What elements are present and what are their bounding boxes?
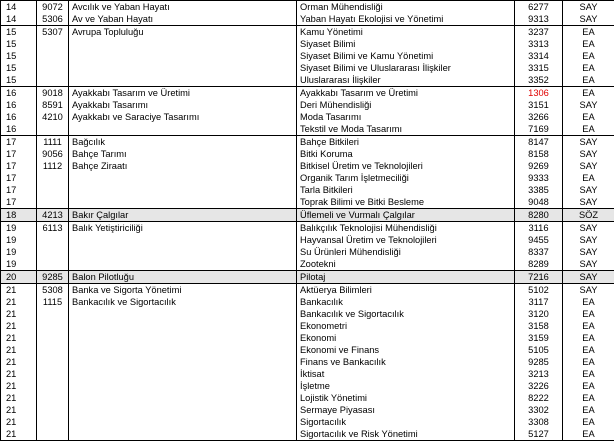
group-number-cell: 16 (1, 111, 37, 123)
occupation-name-cell: Avrupa Topluluğu (69, 26, 297, 39)
program-name-cell: Moda Tasarımı (297, 111, 515, 123)
occupation-code-cell (37, 246, 69, 258)
table-row (1, 246, 614, 258)
program-code-cell: 8147 (515, 136, 563, 149)
score-type-cell: EA (563, 428, 614, 441)
score-type-cell: SAY (563, 184, 614, 196)
program-name-cell: Balıkçılık Teknolojisi Mühendisliği (297, 222, 515, 235)
occupation-code-cell (37, 196, 69, 209)
group-number-cell: 16 (1, 87, 37, 100)
table-row (1, 344, 614, 356)
occupation-name-cell (69, 320, 297, 332)
score-type-cell: SAY (563, 196, 614, 209)
program-name-cell: Lojistik Yönetimi (297, 392, 515, 404)
occupation-name-cell (69, 184, 297, 196)
score-type-cell: EA (563, 404, 614, 416)
score-type-cell: EA (563, 50, 614, 62)
group-number-cell: 21 (1, 416, 37, 428)
occupation-code-cell (37, 428, 69, 441)
score-type-cell: SAY (563, 246, 614, 258)
table-row (1, 404, 614, 416)
program-name-cell: Ekonomi (297, 332, 515, 344)
table-row (1, 392, 614, 404)
program-code-cell: 8337 (515, 246, 563, 258)
program-name-cell: Siyaset Bilimi (297, 38, 515, 50)
program-name-cell: Kamu Yönetimi (297, 26, 515, 39)
score-type-cell: SAY (563, 1, 614, 14)
group-number-cell: 21 (1, 332, 37, 344)
occupation-name-cell (69, 392, 297, 404)
occupation-name-cell (69, 123, 297, 136)
group-number-cell: 14 (1, 13, 37, 26)
group-number-cell: 17 (1, 184, 37, 196)
table-row (1, 74, 614, 87)
table-row (1, 308, 614, 320)
occupation-code-cell (37, 38, 69, 50)
score-type-cell: SAY (563, 222, 614, 235)
occupation-name-cell (69, 308, 297, 320)
program-code-cell: 3352 (515, 74, 563, 87)
occupation-name-cell (69, 368, 297, 380)
program-name-cell: Yaban Hayatı Ekolojisi ve Yönetimi (297, 13, 515, 26)
program-code-cell: 8158 (515, 148, 563, 160)
program-name-cell: Siyaset Bilimi ve Kamu Yönetimi (297, 50, 515, 62)
table-row (1, 87, 614, 100)
group-number-cell: 17 (1, 148, 37, 160)
occupation-name-cell: Bahçe Tarımı (69, 148, 297, 160)
occupation-code-cell (37, 234, 69, 246)
group-number-cell: 15 (1, 50, 37, 62)
program-code-cell: 3120 (515, 308, 563, 320)
group-number-cell: 17 (1, 136, 37, 149)
group-number-cell: 15 (1, 38, 37, 50)
program-code-cell: 5127 (515, 428, 563, 441)
table-row (1, 234, 614, 246)
program-name-cell: Su Ürünleri Mühendisliği (297, 246, 515, 258)
table-row (1, 332, 614, 344)
table-row (1, 38, 614, 50)
table-row (1, 271, 614, 284)
program-code-cell: 3266 (515, 111, 563, 123)
program-name-cell: Ayakkabı Tasarım ve Üretimi (297, 87, 515, 100)
occupation-name-cell (69, 246, 297, 258)
group-number-cell: 21 (1, 296, 37, 308)
occupation-code-cell: 9072 (37, 1, 69, 14)
score-type-cell: EA (563, 416, 614, 428)
program-code-cell: 9285 (515, 356, 563, 368)
occupation-code-cell (37, 308, 69, 320)
group-number-cell: 21 (1, 404, 37, 416)
table-row (1, 123, 614, 136)
program-name-cell: Toprak Bilimi ve Bitki Besleme (297, 196, 515, 209)
occupation-name-cell: Av ve Yaban Hayatı (69, 13, 297, 26)
occupation-code-cell: 4210 (37, 111, 69, 123)
program-name-cell: İşletme (297, 380, 515, 392)
table-row (1, 172, 614, 184)
table-row (1, 196, 614, 209)
program-name-cell: Tekstil ve Moda Tasarımı (297, 123, 515, 136)
table-row (1, 148, 614, 160)
occupation-code-cell (37, 123, 69, 136)
program-name-cell: Organik Tarım İşletmeciliği (297, 172, 515, 184)
occupation-name-cell: Banka ve Sigorta Yönetimi (69, 284, 297, 297)
program-code-cell: 9048 (515, 196, 563, 209)
program-code-cell: 3308 (515, 416, 563, 428)
occupation-code-cell: 9285 (37, 271, 69, 284)
program-name-cell: Bankacılık ve Sigortacılık (297, 308, 515, 320)
score-type-cell: SAY (563, 13, 614, 26)
occupation-code-cell: 1115 (37, 296, 69, 308)
group-number-cell: 17 (1, 196, 37, 209)
group-number-cell: 17 (1, 172, 37, 184)
score-type-cell: EA (563, 392, 614, 404)
program-code-cell: 8289 (515, 258, 563, 271)
program-code-cell: 3313 (515, 38, 563, 50)
program-name-cell: Finans ve Bankacılık (297, 356, 515, 368)
occupation-code-cell: 5306 (37, 13, 69, 26)
score-type-cell: SAY (563, 148, 614, 160)
score-type-cell: EA (563, 38, 614, 50)
score-type-cell: SAY (563, 271, 614, 284)
occupation-name-cell (69, 416, 297, 428)
program-code-cell: 3151 (515, 99, 563, 111)
program-name-cell: Zootekni (297, 258, 515, 271)
occupation-code-cell (37, 380, 69, 392)
occupation-code-cell (37, 74, 69, 87)
occupation-name-cell (69, 428, 297, 441)
table-row (1, 428, 614, 441)
score-type-cell: SAY (563, 99, 614, 111)
group-number-cell: 19 (1, 234, 37, 246)
table-row (1, 320, 614, 332)
group-number-cell: 21 (1, 356, 37, 368)
group-number-cell: 19 (1, 258, 37, 271)
score-type-cell: EA (563, 368, 614, 380)
occupation-name-cell (69, 196, 297, 209)
program-name-cell: Bitkisel Üretim ve Teknolojileri (297, 160, 515, 172)
group-number-cell: 16 (1, 123, 37, 136)
occupation-code-cell (37, 392, 69, 404)
occupation-name-cell (69, 332, 297, 344)
table-row (1, 26, 614, 39)
table-row (1, 13, 614, 26)
table-row (1, 1, 614, 14)
program-code-cell: 9333 (515, 172, 563, 184)
score-type-cell: EA (563, 26, 614, 39)
table-row (1, 296, 614, 308)
occupation-code-cell (37, 416, 69, 428)
occupation-name-cell (69, 380, 297, 392)
score-type-cell: EA (563, 87, 614, 100)
score-type-cell: EA (563, 308, 614, 320)
program-code-cell: 3315 (515, 62, 563, 74)
program-code-cell: 5102 (515, 284, 563, 297)
occupation-code-cell: 9018 (37, 87, 69, 100)
occupation-name-cell (69, 62, 297, 74)
occupation-code-cell: 9056 (37, 148, 69, 160)
table-row (1, 99, 614, 111)
program-code-cell: 3385 (515, 184, 563, 196)
program-code-cell: 6277 (515, 1, 563, 14)
occupation-name-cell (69, 356, 297, 368)
occupation-code-cell (37, 368, 69, 380)
score-type-cell: EA (563, 62, 614, 74)
occupation-name-cell (69, 74, 297, 87)
occupation-code-cell (37, 356, 69, 368)
group-number-cell: 19 (1, 246, 37, 258)
program-code-cell: 3302 (515, 404, 563, 416)
program-name-cell: Sigortacılık ve Risk Yönetimi (297, 428, 515, 441)
occupation-code-cell (37, 320, 69, 332)
score-type-cell: EA (563, 123, 614, 136)
program-code-cell: 9455 (515, 234, 563, 246)
occupation-code-cell: 8591 (37, 99, 69, 111)
occupation-code-cell (37, 404, 69, 416)
occupation-name-cell: Bakır Çalgılar (69, 209, 297, 222)
program-name-cell: Sigortacılık (297, 416, 515, 428)
program-name-cell: Tarla Bitkileri (297, 184, 515, 196)
table-row (1, 368, 614, 380)
group-number-cell: 19 (1, 222, 37, 235)
occupation-name-cell (69, 50, 297, 62)
occupation-code-cell (37, 184, 69, 196)
program-name-cell: Sermaye Piyasası (297, 404, 515, 416)
program-name-cell: Üflemeli ve Vurmalı Çalgılar (297, 209, 515, 222)
occupation-name-cell: Bankacılık ve Sigortacılık (69, 296, 297, 308)
occupation-name-cell: Ayakkabı ve Saraciye Tasarımı (69, 111, 297, 123)
table-row (1, 62, 614, 74)
occupation-code-cell: 1112 (37, 160, 69, 172)
occupation-name-cell (69, 234, 297, 246)
program-code-cell: 7216 (515, 271, 563, 284)
program-name-cell: Ekonometri (297, 320, 515, 332)
score-type-cell: EA (563, 296, 614, 308)
program-code-cell: 3237 (515, 26, 563, 39)
occupation-name-cell: Ayakkabı Tasarımı (69, 99, 297, 111)
group-number-cell: 21 (1, 428, 37, 441)
occupation-name-cell (69, 344, 297, 356)
occupation-code-cell (37, 172, 69, 184)
table-row (1, 380, 614, 392)
program-code-cell: 9269 (515, 160, 563, 172)
occupation-name-cell (69, 404, 297, 416)
program-code-cell: 8280 (515, 209, 563, 222)
program-name-cell: Siyaset Bilimi ve Uluslararası İlişkiler (297, 62, 515, 74)
occupation-name-cell: Avcılık ve Yaban Hayatı (69, 1, 297, 14)
occupation-code-cell (37, 50, 69, 62)
program-name-cell: Bitki Koruma (297, 148, 515, 160)
occupation-code-cell: 5307 (37, 26, 69, 39)
score-type-cell: EA (563, 111, 614, 123)
group-number-cell: 15 (1, 62, 37, 74)
table-row (1, 416, 614, 428)
program-code-cell: 3226 (515, 380, 563, 392)
table-row (1, 356, 614, 368)
score-type-cell: SAY (563, 234, 614, 246)
table-row (1, 136, 614, 149)
occupation-code-cell: 6113 (37, 222, 69, 235)
program-name-cell: Orman Mühendisliği (297, 1, 515, 14)
score-type-cell: EA (563, 356, 614, 368)
program-name-cell: Hayvansal Üretim ve Teknolojileri (297, 234, 515, 246)
program-code-cell: 7169 (515, 123, 563, 136)
program-name-cell: Bahçe Bitkileri (297, 136, 515, 149)
score-type-cell: EA (563, 172, 614, 184)
program-code-cell: 8222 (515, 392, 563, 404)
occupation-code-cell: 5308 (37, 284, 69, 297)
program-name-cell: Uluslararası İlişkiler (297, 74, 515, 87)
occupation-name-cell (69, 258, 297, 271)
score-type-cell: SAY (563, 136, 614, 149)
group-number-cell: 14 (1, 1, 37, 14)
group-number-cell: 17 (1, 160, 37, 172)
score-type-cell: SÖZ (563, 209, 614, 222)
program-code-cell: 3213 (515, 368, 563, 380)
program-code-cell: 1306 (515, 87, 563, 100)
table-row (1, 184, 614, 196)
program-name-cell: Deri Mühendisliği (297, 99, 515, 111)
program-code-cell: 3117 (515, 296, 563, 308)
table-row (1, 258, 614, 271)
occupation-name-cell (69, 38, 297, 50)
table-row (1, 222, 614, 235)
score-type-cell: EA (563, 332, 614, 344)
group-number-cell: 21 (1, 380, 37, 392)
program-code-cell: 9313 (515, 13, 563, 26)
score-type-cell: EA (563, 380, 614, 392)
table-row (1, 209, 614, 222)
group-number-cell: 21 (1, 392, 37, 404)
occupation-code-cell: 1111 (37, 136, 69, 149)
occupation-name-cell: Balon Pilotluğu (69, 271, 297, 284)
occupation-name-cell: Ayakkabı Tasarım ve Üretimi (69, 87, 297, 100)
group-number-cell: 15 (1, 74, 37, 87)
program-name-cell: Bankacılık (297, 296, 515, 308)
program-code-cell: 3116 (515, 222, 563, 235)
group-number-cell: 16 (1, 99, 37, 111)
group-number-cell: 18 (1, 209, 37, 222)
group-number-cell: 21 (1, 320, 37, 332)
score-type-cell: EA (563, 74, 614, 87)
occupation-code-cell (37, 332, 69, 344)
program-name-cell: Aktüerya Bilimleri (297, 284, 515, 297)
program-code-cell: 3314 (515, 50, 563, 62)
occupation-code-cell: 4213 (37, 209, 69, 222)
program-name-cell: İktisat (297, 368, 515, 380)
occupation-name-cell: Bağcılık (69, 136, 297, 149)
score-type-cell: SAY (563, 284, 614, 297)
program-name-cell: Pilotaj (297, 271, 515, 284)
occupation-name-cell: Balık Yetiştiriciliği (69, 222, 297, 235)
group-number-cell: 21 (1, 308, 37, 320)
group-number-cell: 21 (1, 284, 37, 297)
occupation-code-cell (37, 344, 69, 356)
program-code-cell: 3158 (515, 320, 563, 332)
score-type-cell: EA (563, 344, 614, 356)
table-row (1, 284, 614, 297)
program-code-cell: 5105 (515, 344, 563, 356)
score-type-cell: SAY (563, 160, 614, 172)
occupation-code-cell (37, 62, 69, 74)
program-code-cell: 3159 (515, 332, 563, 344)
program-name-cell: Ekonomi ve Finans (297, 344, 515, 356)
table-row (1, 111, 614, 123)
score-type-cell: EA (563, 320, 614, 332)
group-number-cell: 21 (1, 344, 37, 356)
group-number-cell: 21 (1, 368, 37, 380)
table-row (1, 160, 614, 172)
occupation-name-cell (69, 172, 297, 184)
group-number-cell: 20 (1, 271, 37, 284)
occupation-name-cell: Bahçe Ziraatı (69, 160, 297, 172)
group-number-cell: 15 (1, 26, 37, 39)
occupation-code-cell (37, 258, 69, 271)
table-row (1, 50, 614, 62)
score-type-cell: SAY (563, 258, 614, 271)
